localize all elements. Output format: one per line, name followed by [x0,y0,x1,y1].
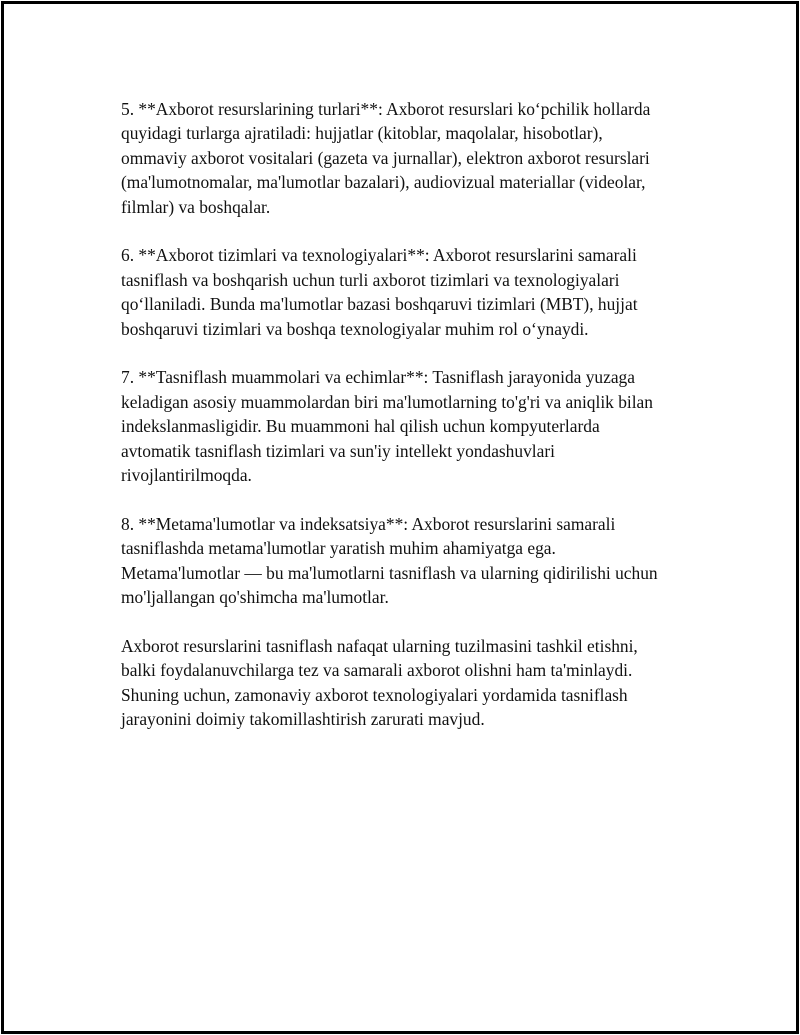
text-line: keladigan asosiy muammolardan biri ma'lumotlarning to'g'ri va aniqlik bilan [121,391,653,412]
paragraph-tasniflash-muammolari [121,365,696,487]
text-line: Metama'lumotlar — bu ma'lumotlarni tasniflash va ularning qidirilishi uchun [121,562,658,583]
page-frame [1,1,799,1034]
text-line: filmlar) va boshqalar. [121,196,271,217]
paragraph-axborot-resurslari-turlari [121,97,696,219]
document-body [121,97,696,756]
text-line: avtomatik tasniflash tizimlari va sun'iy intellekt yondashuvlari [121,440,555,461]
paragraph-axborot-tizimlari [121,243,696,341]
text-line: balki foydalanuvchilarga tez va samarali axborot olishni ham ta'minlaydi. [121,660,633,681]
text-line: jarayonini doimiy takomillashtirish zarurati mavjud. [121,709,485,730]
text-line: mo'ljallangan qo'shimcha ma'lumotlar. [121,587,389,608]
text-line: 7. **Tasniflash muammolari va echimlar**: Tasniflash jarayonida yuzaga [121,367,635,388]
text-line: Shuning uchun, zamonaviy axborot texnologiyalari yordamida tasniflash [121,684,628,705]
text-line: rivojlantirilmoqda. [121,465,252,486]
text-line: (ma'lumotnomalar, ma'lumotlar bazalari), audiovizual materiallar (videolar, [121,172,646,193]
text-line: boshqaruvi tizimlari va boshqa texnologiyalar muhim rol o‘ynaydi. [121,318,589,339]
text-line: tasniflashda metama'lumotlar yaratish muhim ahamiyatga ega. [121,538,556,559]
text-line: Axborot resurslarini tasniflash nafaqat ularning tuzilmasini tashkil etishni, [121,635,638,656]
text-line: 8. **Metama'lumotlar va indeksatsiya**: Axborot resurslarini samarali [121,513,616,534]
paragraph-conclusion [121,634,696,732]
text-line: ommaviy axborot vositalari (gazeta va jurnallar), elektron axborot resurslari [121,147,650,168]
text-line: quyidagi turlarga ajratiladi: hujjatlar (kitoblar, maqolalar, hisobotlar), [121,123,603,144]
text-line: tasniflash va boshqarish uchun turli axborot tizimlari va texnologiyalari [121,269,620,290]
paragraph-metamalumotlar [121,512,696,610]
text-line: 6. **Axborot tizimlari va texnologiyalari**: Axborot resurslarini samarali [121,245,637,266]
text-line: 5. **Axborot resurslarining turlari**: Axborot resurslari ko‘pchilik hollarda [121,99,651,119]
text-line: indekslanmasligidir. Bu muammoni hal qilish uchun kompyuterlarda [121,416,600,437]
text-line: qo‘llaniladi. Bunda ma'lumotlar bazasi boshqaruvi tizimlari (MBT), hujjat [121,294,638,315]
